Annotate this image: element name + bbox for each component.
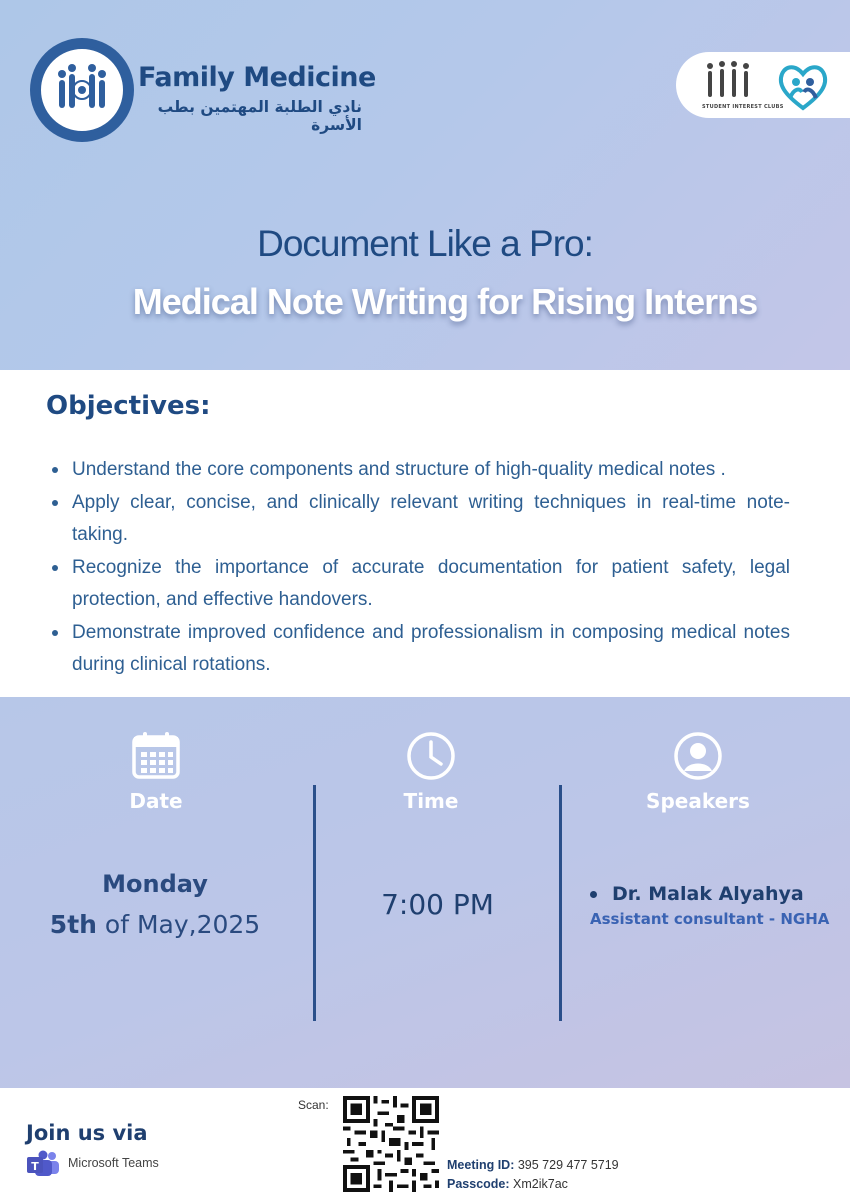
calendar-icon (131, 730, 181, 780)
passcode (447, 1177, 568, 1191)
objective-item: Understand the core components and structure of high-quality medical notes . (50, 454, 790, 487)
time-label: Time (403, 789, 459, 813)
passcode-label: Passcode: (447, 1177, 510, 1191)
column-divider (559, 785, 562, 1021)
event-time: 7:00 PM (381, 888, 494, 921)
speakers-label: Speakers (646, 789, 750, 813)
objectives-list (50, 454, 790, 682)
join-label: Join us via (26, 1121, 148, 1145)
objective-item: Demonstrate improved confidence and professionalism in composing medical notes during clinical rotations. (50, 617, 790, 682)
student-interest-clubs-logo-icon (704, 60, 752, 100)
objective-item: Apply clear, concise, and clinically relevant writing techniques in real-time note-taking. (50, 487, 790, 552)
objective-item: Recognize the importance of accurate documentation for patient safety, legal protection, and effective handovers. (50, 552, 790, 617)
event-date (30, 910, 280, 939)
qr-code[interactable] (343, 1096, 439, 1192)
brand-subtitle-arabic: نادي الطلبة المهتمين بطب الأسرة (157, 98, 362, 134)
headline-line-1: Document Like a Pro: (257, 223, 593, 264)
teams-label[interactable]: Microsoft Teams (68, 1156, 159, 1170)
column-divider (313, 785, 316, 1021)
svg-text:T: T (31, 1160, 39, 1173)
passcode-value: Xm2ik7ac (513, 1177, 568, 1191)
event-date-rest: of May,2025 (96, 910, 261, 939)
headline-line-2: Medical Note Writing for Rising Interns (132, 281, 758, 322)
meeting-id-label: Meeting ID: (447, 1158, 515, 1172)
family-medicine-logo-icon (30, 38, 134, 142)
clock-icon (405, 730, 457, 782)
meeting-id-value: 395 729 477 5719 (517, 1158, 619, 1172)
speaker-role: Assistant consultant - NGHA (590, 910, 830, 928)
date-label: Date (129, 789, 183, 813)
event-day: Monday (102, 870, 208, 898)
teams-icon[interactable] (26, 1150, 60, 1178)
event-date-ordinal: 5th (49, 910, 97, 939)
user-icon (672, 730, 724, 782)
brand-title: Family Medicine (138, 62, 376, 93)
scan-label: Scan: (298, 1098, 329, 1112)
partner-club-label: STUDENT INTEREST CLUBS (702, 104, 784, 110)
meeting-id (447, 1158, 619, 1172)
objectives-title: Objectives: (46, 391, 211, 421)
speaker-name: Dr. Malak Alyahya (592, 883, 804, 905)
